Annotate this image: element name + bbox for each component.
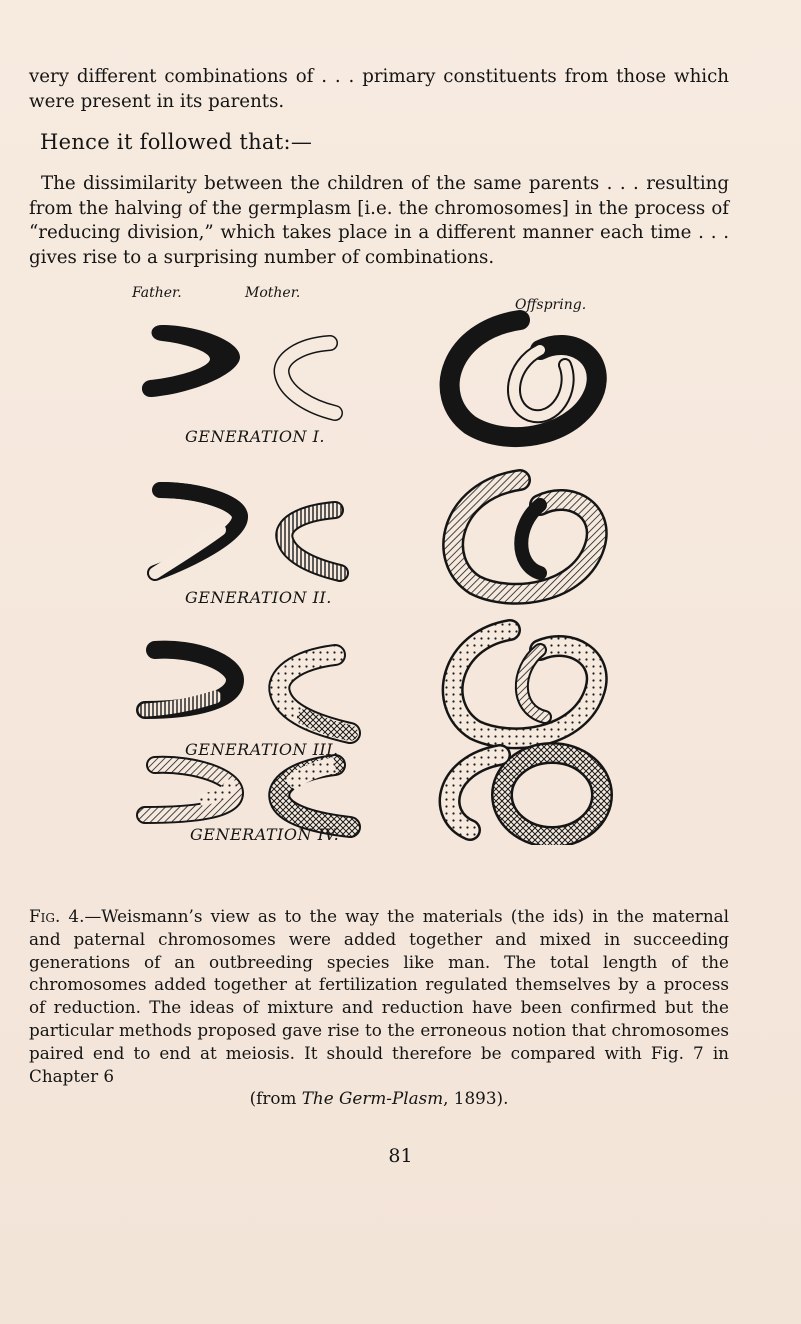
page-number: 81: [388, 1145, 413, 1167]
gen3-mother-chromosome: [279, 655, 350, 733]
caption-lead: Fig. 4.: [29, 906, 85, 926]
gen1-offspring-chromosome: [450, 320, 597, 437]
section-heading: Hence it followed that:—: [40, 130, 313, 154]
chromosome-diagram: [100, 285, 640, 845]
label-father: Father.: [132, 285, 182, 301]
block-quote: The dissimilarity between the children of the same parents . . . resulting from the halving of the germplasm [i.e. the chromosomes] in the process of “reducing division,” which takes place in a different manner each time . . . gives rise to a surprising number of combinations.: [29, 173, 729, 268]
gen4-offspring-chromosome: [450, 753, 602, 837]
label-offspring: Offspring.: [515, 297, 587, 313]
caption-text: —Weismann’s view as to the way the materials (the ids) in the maternal and paternal chromosomes were added together and mixed in succeeding generations of an outbreeding species like man. The total length of the chromosomes added together at fertilization regulated themselves by a process of reduction. The ideas of mixture and reduction have been confirmed but the particular methods proposed gave rise to the erroneous notion that chromosomes paired end to end at meiosis. It should therefore be compared with Fig. 7 in Chapter 6: [29, 906, 729, 1086]
caption-source-title: The Germ-Plasm: [301, 1088, 444, 1109]
gen3-father-chromosome: [145, 650, 235, 710]
generation-label-2: GENERATION II.: [185, 588, 332, 607]
caption-source: [29, 1087, 729, 1110]
gen3-offspring-chromosome: [453, 630, 597, 738]
gen4-mother-chromosome: [279, 765, 350, 827]
generation-label-3: GENERATION III.: [185, 740, 339, 759]
generation-label-4: GENERATION IV.: [190, 825, 340, 844]
gen1-father-chromosome: [142, 325, 240, 397]
weismann-figure: [100, 285, 640, 845]
generation-label-1: GENERATION I.: [185, 427, 325, 446]
gen4-father-chromosome: [145, 765, 235, 815]
gen2-offspring-chromosome: [453, 480, 597, 594]
label-mother: Mother.: [245, 285, 301, 301]
caption-source-suffix: , 1893).: [443, 1088, 509, 1109]
figure-caption: [29, 905, 729, 1110]
paragraph-continuation: very different combinations of . . . primary constituents from those which were present in its parents.: [29, 66, 729, 112]
gen1-mother-chromosome: [282, 343, 335, 413]
gen2-father-chromosome: [155, 490, 240, 573]
caption-source-prefix: (from: [249, 1088, 302, 1109]
gen2-mother-chromosome: [284, 510, 340, 573]
